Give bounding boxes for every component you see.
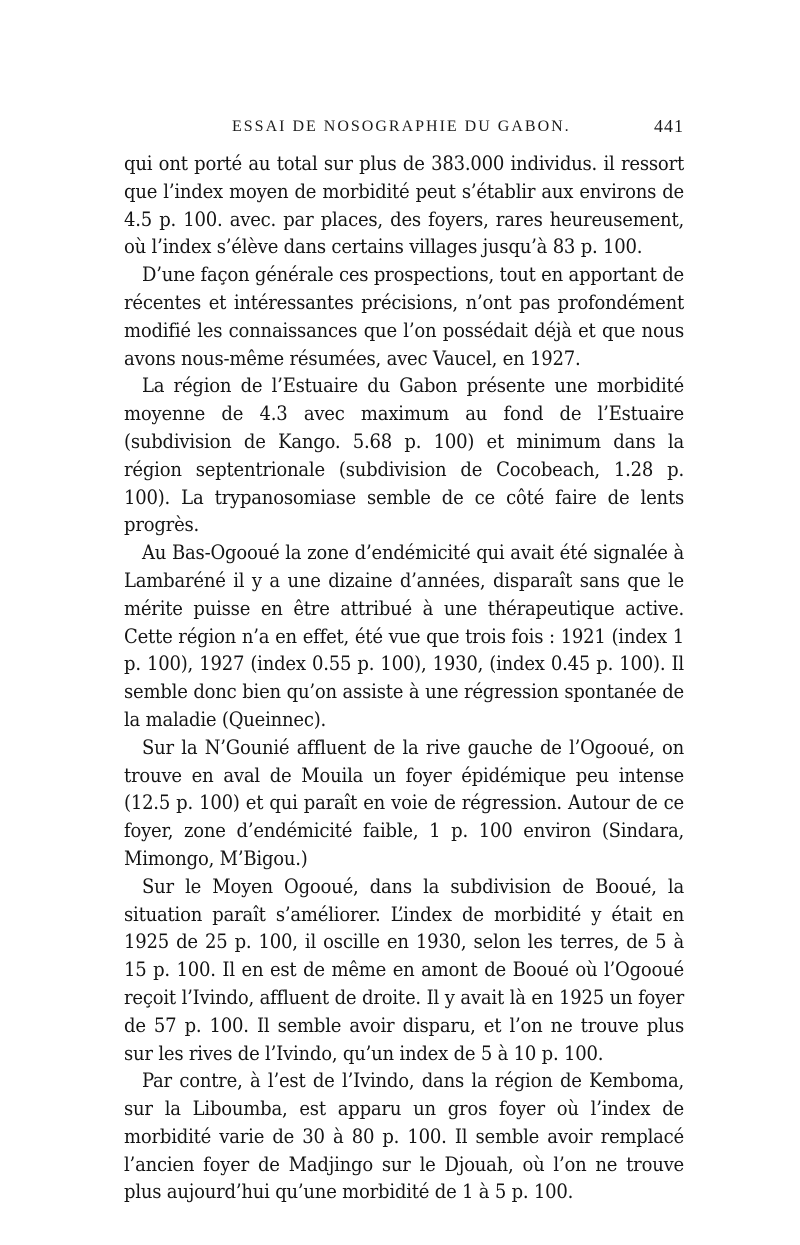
paragraph-bas-ogooue: Au Bas-Ogooué la zone d’endémicité qui avait été signalée à Lambaréné il y a une dizaine d’années, disparaît sans que le mérite puisse en être attribué à une thérapeutique active. Cette région n’a en effet, été vue que trois fois : 1921 (index 1 p. 100), 1927 (index 0.55 p. 100), 1930, (index 0.45 p. 100). Il semble donc bien qu’on assiste à une régression spontanée de la maladie (Queinnec). xyxy=(124,540,684,731)
paragraph-general-remarks: D’une façon générale ces prospections, tout en apportant de récentes et intéressantes précisions, n’ont pas profondément modifié les connaissances que l’on possédait déjà et que nous avons nous-même résumées, avec Vaucel, en 1927. xyxy=(124,262,684,370)
book-page xyxy=(124,110,684,1206)
paragraph-ngounie: Sur la N’Gounié affluent de la rive gauche de l’Ogooué, on trouve en aval de Mouila un foyer épidémique peu intense (12.5 p. 100) et qui paraît en voie de régression. Autour de ce foyer, zone d’endémicité faible, 1 p. 100 environ (Sindara, Mimongo, M’Bigou.) xyxy=(124,734,684,870)
page-number: 441 xyxy=(654,116,684,136)
running-head-title: ESSAI DE NOSOGRAPHIE DU GABON. xyxy=(232,118,571,135)
paragraph-continuation: qui ont porté au total sur plus de 383.000 individus. il ressort que l’index moyen de morbidité peut s’établir aux environs de 4.5 p. 100. avec. par places, des foyers, rares heureusement, où l’index s’élève dans certains villages jusqu’à 83 p. 100. xyxy=(124,151,684,259)
paragraph-estuaire: La région de l’Estuaire du Gabon présente une morbidité moyenne de 4.3 avec maximum au fond de l’Estuaire (subdivision de Kango. 5.68 p. 100) et minimum dans la région septentrionale (subdivision de Cocobeach, 1.28 p. 100). La trypanosomiase semble de ce côté faire de lents progrès. xyxy=(124,373,684,537)
paragraph-ivindo-east: Par contre, à l’est de l’Ivindo, dans la région de Kemboma, sur la Liboumba, est apparu un gros foyer où l’index de morbidité varie de 30 à 80 p. 100. Il semble avoir remplacé l’ancien foyer de Madjingo sur le Djouah, où l’on ne trouve plus aujourd’hui qu’une morbidité de 1 à 5 p. 100. xyxy=(124,1068,684,1204)
body-text xyxy=(124,150,684,1206)
running-head xyxy=(124,110,684,140)
paragraph-moyen-ogooue: Sur le Moyen Ogooué, dans la subdivision de Booué, la situation paraît s’améliorer. L’index de morbidité y était en 1925 de 25 p. 100, il oscille en 1930, selon les terres, de 5 à 15 p. 100. Il en est de même en amont de Booué où l’Ogooué reçoit l’Ivindo, affluent de droite. Il y avait là en 1925 un foyer de 57 p. 100. Il semble avoir disparu, et l’on ne trouve plus sur les rives de l’Ivindo, qu’un index de 5 à 10 p. 100. xyxy=(124,873,684,1065)
